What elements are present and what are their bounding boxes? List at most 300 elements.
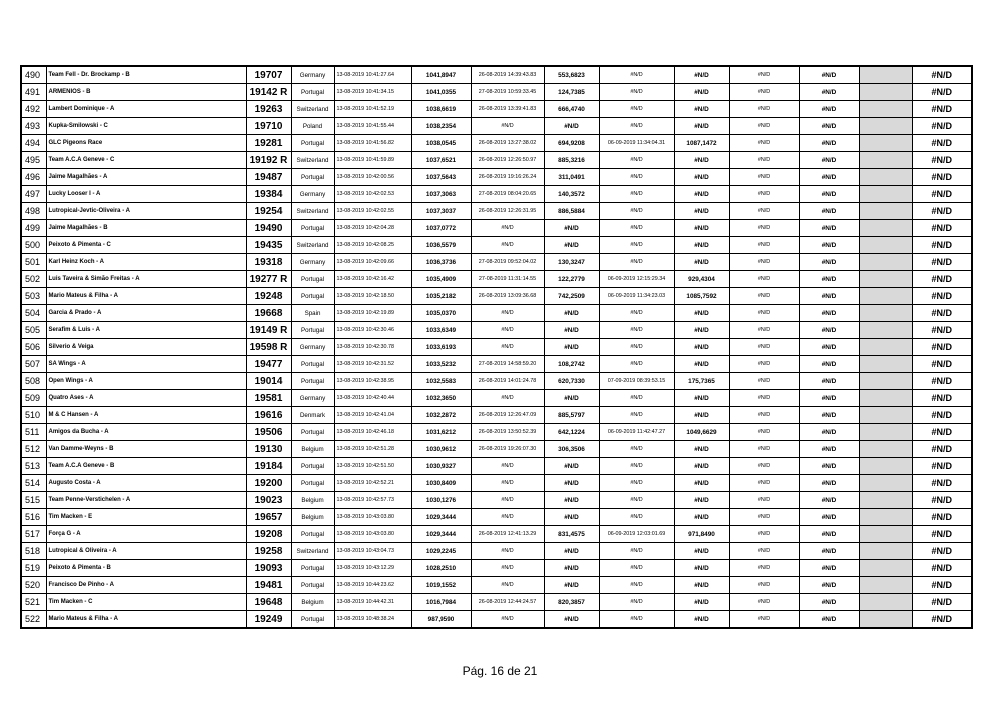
- arrival-time-2-cell: #N/D: [471, 577, 544, 594]
- arrival-time-cell: 13-08-2019 10:42:31.52: [334, 356, 411, 373]
- arrival-time-cell: 13-08-2019 10:42:57.73: [334, 492, 411, 509]
- country-cell: Portugal: [291, 373, 334, 390]
- arrival-time-2-cell: 27-08-2019 09:52:04.02: [471, 254, 544, 271]
- ring-number-cell: 19130: [246, 441, 291, 458]
- table-row: [21, 526, 972, 543]
- arrival-time-4-cell: #N/D: [729, 254, 799, 271]
- team-name-cell: Quatro Ases - A: [46, 390, 246, 407]
- arrival-time-cell: 13-08-2019 10:43:03.80: [334, 509, 411, 526]
- table-row: [21, 577, 972, 594]
- ring-number-cell: 19263: [246, 101, 291, 118]
- arrival-time-cell: 13-08-2019 10:42:08.25: [334, 237, 411, 254]
- speed-2-cell: 311,0491: [544, 169, 599, 186]
- rank-cell: 491: [21, 84, 46, 101]
- arrival-time-2-cell: 26-08-2019 12:44:24.57: [471, 594, 544, 611]
- arrival-time-3-cell: 06-09-2019 11:42:47.27: [599, 424, 674, 441]
- speed-4-cell: #N/D: [799, 254, 859, 271]
- arrival-time-2-cell: #N/D: [471, 492, 544, 509]
- table-row: [21, 492, 972, 509]
- rank-cell: 502: [21, 271, 46, 288]
- arrival-time-3-cell: 06-09-2019 11:34:04.31: [599, 135, 674, 152]
- speed-4-cell: #N/D: [799, 186, 859, 203]
- speed-cell: 987,9590: [411, 611, 471, 629]
- rank-cell: 521: [21, 594, 46, 611]
- ring-number-cell: 19142 R: [246, 84, 291, 101]
- table-row: [21, 203, 972, 220]
- team-name-cell: Van Damme-Weyns - B: [46, 441, 246, 458]
- speed-cell: 1033,6349: [411, 322, 471, 339]
- arrival-time-4-cell: #N/D: [729, 118, 799, 135]
- speed-2-cell: 820,3857: [544, 594, 599, 611]
- shaded-cell: [859, 339, 912, 356]
- arrival-time-2-cell: #N/D: [471, 475, 544, 492]
- table-row: [21, 288, 972, 305]
- shaded-cell: [859, 441, 912, 458]
- result-cell: #N/D: [912, 271, 972, 288]
- table-row: [21, 271, 972, 288]
- arrival-time-3-cell: #N/D: [599, 577, 674, 594]
- speed-2-cell: 108,2742: [544, 356, 599, 373]
- country-cell: Germany: [291, 390, 334, 407]
- speed-3-cell: 1049,6629: [674, 424, 729, 441]
- arrival-time-4-cell: #N/D: [729, 169, 799, 186]
- speed-2-cell: 666,4740: [544, 101, 599, 118]
- arrival-time-4-cell: #N/D: [729, 509, 799, 526]
- rank-cell: 510: [21, 407, 46, 424]
- arrival-time-cell: 13-08-2019 10:41:56.82: [334, 135, 411, 152]
- speed-2-cell: #N/D: [544, 322, 599, 339]
- ring-number-cell: 19581: [246, 390, 291, 407]
- ring-number-cell: 19707: [246, 66, 291, 84]
- speed-3-cell: #N/D: [674, 509, 729, 526]
- country-cell: Belgium: [291, 509, 334, 526]
- rank-cell: 518: [21, 543, 46, 560]
- result-cell: #N/D: [912, 66, 972, 84]
- speed-2-cell: 742,2509: [544, 288, 599, 305]
- team-name-cell: ARMENIOS - B: [46, 84, 246, 101]
- speed-3-cell: #N/D: [674, 441, 729, 458]
- country-cell: Portugal: [291, 322, 334, 339]
- country-cell: Portugal: [291, 84, 334, 101]
- speed-2-cell: #N/D: [544, 509, 599, 526]
- shaded-cell: [859, 66, 912, 84]
- ring-number-cell: 19490: [246, 220, 291, 237]
- arrival-time-cell: 13-08-2019 10:42:40.44: [334, 390, 411, 407]
- speed-4-cell: #N/D: [799, 118, 859, 135]
- speed-2-cell: 886,5884: [544, 203, 599, 220]
- team-name-cell: Luis Taveira & Simão Freitas - A: [46, 271, 246, 288]
- rank-cell: 506: [21, 339, 46, 356]
- result-cell: #N/D: [912, 254, 972, 271]
- arrival-time-cell: 13-08-2019 10:42:00.56: [334, 169, 411, 186]
- shaded-cell: [859, 254, 912, 271]
- ring-number-cell: 19435: [246, 237, 291, 254]
- shaded-cell: [859, 305, 912, 322]
- arrival-time-2-cell: 26-08-2019 13:27:38.02: [471, 135, 544, 152]
- arrival-time-cell: 13-08-2019 10:42:09.66: [334, 254, 411, 271]
- speed-4-cell: #N/D: [799, 288, 859, 305]
- speed-2-cell: #N/D: [544, 492, 599, 509]
- rank-cell: 516: [21, 509, 46, 526]
- team-name-cell: SA Wings - A: [46, 356, 246, 373]
- speed-2-cell: 885,3216: [544, 152, 599, 169]
- country-cell: Portugal: [291, 288, 334, 305]
- speed-cell: 1041,0355: [411, 84, 471, 101]
- team-name-cell: Jaime Magalhães - B: [46, 220, 246, 237]
- arrival-time-3-cell: #N/D: [599, 611, 674, 629]
- speed-4-cell: #N/D: [799, 220, 859, 237]
- speed-3-cell: #N/D: [674, 543, 729, 560]
- speed-cell: 1041,8947: [411, 66, 471, 84]
- result-cell: #N/D: [912, 543, 972, 560]
- speed-4-cell: #N/D: [799, 390, 859, 407]
- result-cell: #N/D: [912, 356, 972, 373]
- arrival-time-2-cell: 26-08-2019 13:09:36.68: [471, 288, 544, 305]
- arrival-time-4-cell: #N/D: [729, 594, 799, 611]
- arrival-time-4-cell: #N/D: [729, 101, 799, 118]
- country-cell: Portugal: [291, 424, 334, 441]
- result-cell: #N/D: [912, 101, 972, 118]
- ring-number-cell: 19668: [246, 305, 291, 322]
- country-cell: Spain: [291, 305, 334, 322]
- arrival-time-4-cell: #N/D: [729, 220, 799, 237]
- shaded-cell: [859, 594, 912, 611]
- speed-4-cell: #N/D: [799, 84, 859, 101]
- arrival-time-3-cell: 07-09-2019 08:39:53.15: [599, 373, 674, 390]
- arrival-time-cell: 13-08-2019 10:42:04.28: [334, 220, 411, 237]
- speed-3-cell: #N/D: [674, 390, 729, 407]
- country-cell: Portugal: [291, 611, 334, 629]
- team-name-cell: Peixoto & Pimenta - B: [46, 560, 246, 577]
- shaded-cell: [859, 526, 912, 543]
- team-name-cell: Tim Macken - E: [46, 509, 246, 526]
- arrival-time-cell: 13-08-2019 10:42:38.95: [334, 373, 411, 390]
- ring-number-cell: 19710: [246, 118, 291, 135]
- speed-3-cell: 929,4304: [674, 271, 729, 288]
- speed-4-cell: #N/D: [799, 237, 859, 254]
- arrival-time-2-cell: 27-08-2019 08:04:20.65: [471, 186, 544, 203]
- rank-cell: 508: [21, 373, 46, 390]
- arrival-time-3-cell: #N/D: [599, 203, 674, 220]
- speed-3-cell: 1087,1472: [674, 135, 729, 152]
- rank-cell: 511: [21, 424, 46, 441]
- speed-3-cell: #N/D: [674, 152, 729, 169]
- speed-4-cell: #N/D: [799, 458, 859, 475]
- table-row: [21, 475, 972, 492]
- rank-cell: 499: [21, 220, 46, 237]
- rank-cell: 501: [21, 254, 46, 271]
- speed-3-cell: #N/D: [674, 186, 729, 203]
- ring-number-cell: 19598 R: [246, 339, 291, 356]
- speed-3-cell: #N/D: [674, 66, 729, 84]
- speed-3-cell: #N/D: [674, 118, 729, 135]
- team-name-cell: Karl Heinz Koch - A: [46, 254, 246, 271]
- arrival-time-2-cell: #N/D: [471, 509, 544, 526]
- team-name-cell: Open Wings - A: [46, 373, 246, 390]
- team-name-cell: Força G - A: [46, 526, 246, 543]
- team-name-cell: Lutropical & Oliveira - A: [46, 543, 246, 560]
- rank-cell: 522: [21, 611, 46, 629]
- speed-3-cell: #N/D: [674, 101, 729, 118]
- arrival-time-4-cell: #N/D: [729, 66, 799, 84]
- arrival-time-2-cell: 27-08-2019 11:31:14.55: [471, 271, 544, 288]
- country-cell: Portugal: [291, 560, 334, 577]
- shaded-cell: [859, 424, 912, 441]
- country-cell: Switzerland: [291, 237, 334, 254]
- arrival-time-2-cell: 27-08-2019 14:58:59.20: [471, 356, 544, 373]
- team-name-cell: Lutropical-Jevtic-Oliveira - A: [46, 203, 246, 220]
- arrival-time-cell: 13-08-2019 10:42:02.55: [334, 203, 411, 220]
- result-cell: #N/D: [912, 577, 972, 594]
- team-name-cell: Serafim & Luis - A: [46, 322, 246, 339]
- table-row: [21, 611, 972, 629]
- arrival-time-cell: 13-08-2019 10:41:55.44: [334, 118, 411, 135]
- arrival-time-2-cell: 26-08-2019 19:16:26.24: [471, 169, 544, 186]
- result-cell: #N/D: [912, 152, 972, 169]
- speed-3-cell: #N/D: [674, 475, 729, 492]
- shaded-cell: [859, 373, 912, 390]
- speed-cell: 1037,0772: [411, 220, 471, 237]
- ring-number-cell: 19506: [246, 424, 291, 441]
- arrival-time-cell: 13-08-2019 10:42:41.04: [334, 407, 411, 424]
- arrival-time-cell: 13-08-2019 10:42:52.21: [334, 475, 411, 492]
- result-cell: #N/D: [912, 220, 972, 237]
- table-row: [21, 254, 972, 271]
- shaded-cell: [859, 356, 912, 373]
- arrival-time-3-cell: #N/D: [599, 458, 674, 475]
- ring-number-cell: 19384: [246, 186, 291, 203]
- country-cell: Portugal: [291, 458, 334, 475]
- table-row: [21, 237, 972, 254]
- shaded-cell: [859, 220, 912, 237]
- rank-cell: 497: [21, 186, 46, 203]
- results-table-container: [20, 65, 971, 629]
- ring-number-cell: 19616: [246, 407, 291, 424]
- result-cell: #N/D: [912, 594, 972, 611]
- table-row: [21, 220, 972, 237]
- speed-cell: 1032,5583: [411, 373, 471, 390]
- rank-cell: 498: [21, 203, 46, 220]
- country-cell: Portugal: [291, 169, 334, 186]
- arrival-time-cell: 13-08-2019 10:44:42.31: [334, 594, 411, 611]
- speed-cell: 1035,2182: [411, 288, 471, 305]
- country-cell: Portugal: [291, 577, 334, 594]
- speed-4-cell: #N/D: [799, 373, 859, 390]
- team-name-cell: Peixoto & Pimenta - C: [46, 237, 246, 254]
- arrival-time-cell: 13-08-2019 10:42:18.50: [334, 288, 411, 305]
- arrival-time-cell: 13-08-2019 10:41:34.15: [334, 84, 411, 101]
- arrival-time-4-cell: #N/D: [729, 237, 799, 254]
- speed-3-cell: #N/D: [674, 407, 729, 424]
- arrival-time-cell: 13-08-2019 10:41:27.64: [334, 66, 411, 84]
- speed-3-cell: 1085,7592: [674, 288, 729, 305]
- speed-cell: 1035,0370: [411, 305, 471, 322]
- arrival-time-2-cell: 26-08-2019 12:26:50.97: [471, 152, 544, 169]
- arrival-time-2-cell: 26-08-2019 19:26:07.30: [471, 441, 544, 458]
- arrival-time-3-cell: #N/D: [599, 152, 674, 169]
- arrival-time-3-cell: #N/D: [599, 509, 674, 526]
- speed-cell: 1032,2872: [411, 407, 471, 424]
- shaded-cell: [859, 577, 912, 594]
- country-cell: Germany: [291, 66, 334, 84]
- speed-cell: 1037,5643: [411, 169, 471, 186]
- arrival-time-cell: 13-08-2019 10:44:23.62: [334, 577, 411, 594]
- rank-cell: 490: [21, 66, 46, 84]
- shaded-cell: [859, 84, 912, 101]
- speed-cell: 1038,6619: [411, 101, 471, 118]
- arrival-time-3-cell: #N/D: [599, 441, 674, 458]
- speed-2-cell: 130,3247: [544, 254, 599, 271]
- shaded-cell: [859, 152, 912, 169]
- arrival-time-4-cell: #N/D: [729, 135, 799, 152]
- team-name-cell: Tim Macken - C: [46, 594, 246, 611]
- speed-2-cell: 124,7385: [544, 84, 599, 101]
- rank-cell: 515: [21, 492, 46, 509]
- rank-cell: 494: [21, 135, 46, 152]
- arrival-time-3-cell: #N/D: [599, 322, 674, 339]
- arrival-time-2-cell: 26-08-2019 12:26:47.09: [471, 407, 544, 424]
- speed-2-cell: #N/D: [544, 237, 599, 254]
- speed-2-cell: #N/D: [544, 475, 599, 492]
- shaded-cell: [859, 475, 912, 492]
- country-cell: Switzerland: [291, 152, 334, 169]
- speed-cell: 1037,3063: [411, 186, 471, 203]
- team-name-cell: Team Fell - Dr. Brockamp - B: [46, 66, 246, 84]
- table-row: [21, 373, 972, 390]
- speed-3-cell: #N/D: [674, 594, 729, 611]
- table-row: [21, 322, 972, 339]
- arrival-time-3-cell: 06-09-2019 11:34:23.03: [599, 288, 674, 305]
- result-cell: #N/D: [912, 135, 972, 152]
- page-number: Pág. 16 de 21: [462, 664, 538, 678]
- rank-cell: 512: [21, 441, 46, 458]
- speed-3-cell: #N/D: [674, 203, 729, 220]
- result-cell: #N/D: [912, 288, 972, 305]
- speed-cell: 1031,6212: [411, 424, 471, 441]
- country-cell: Switzerland: [291, 203, 334, 220]
- team-name-cell: Mario Mateus & Filha - A: [46, 288, 246, 305]
- table-row: [21, 560, 972, 577]
- speed-3-cell: #N/D: [674, 322, 729, 339]
- rank-cell: 519: [21, 560, 46, 577]
- table-row: [21, 509, 972, 526]
- arrival-time-2-cell: 26-08-2019 12:26:31.95: [471, 203, 544, 220]
- team-name-cell: Team A.C.A Geneve - B: [46, 458, 246, 475]
- arrival-time-3-cell: #N/D: [599, 390, 674, 407]
- country-cell: Portugal: [291, 526, 334, 543]
- shaded-cell: [859, 118, 912, 135]
- rank-cell: 513: [21, 458, 46, 475]
- table-row: [21, 66, 972, 84]
- shaded-cell: [859, 543, 912, 560]
- speed-3-cell: #N/D: [674, 339, 729, 356]
- arrival-time-2-cell: #N/D: [471, 611, 544, 629]
- result-cell: #N/D: [912, 203, 972, 220]
- team-name-cell: M & C Hansen - A: [46, 407, 246, 424]
- arrival-time-2-cell: 27-08-2019 10:59:33.45: [471, 84, 544, 101]
- arrival-time-4-cell: #N/D: [729, 288, 799, 305]
- team-name-cell: Jaime Magalhães - A: [46, 169, 246, 186]
- table-row: [21, 458, 972, 475]
- table-row: [21, 152, 972, 169]
- arrival-time-cell: 13-08-2019 10:41:52.19: [334, 101, 411, 118]
- team-name-cell: Francisco De Pinho - A: [46, 577, 246, 594]
- result-cell: #N/D: [912, 509, 972, 526]
- speed-3-cell: 175,7365: [674, 373, 729, 390]
- speed-cell: 1038,0545: [411, 135, 471, 152]
- speed-4-cell: #N/D: [799, 492, 859, 509]
- arrival-time-4-cell: #N/D: [729, 152, 799, 169]
- speed-cell: 1029,2245: [411, 543, 471, 560]
- ring-number-cell: 19657: [246, 509, 291, 526]
- speed-2-cell: 694,9208: [544, 135, 599, 152]
- arrival-time-3-cell: #N/D: [599, 475, 674, 492]
- country-cell: Poland: [291, 118, 334, 135]
- arrival-time-cell: 13-08-2019 10:48:38.24: [334, 611, 411, 629]
- ring-number-cell: 19192 R: [246, 152, 291, 169]
- arrival-time-4-cell: #N/D: [729, 84, 799, 101]
- ring-number-cell: 19023: [246, 492, 291, 509]
- speed-4-cell: #N/D: [799, 152, 859, 169]
- result-cell: #N/D: [912, 526, 972, 543]
- speed-3-cell: 971,8490: [674, 526, 729, 543]
- speed-4-cell: #N/D: [799, 594, 859, 611]
- speed-3-cell: #N/D: [674, 254, 729, 271]
- ring-number-cell: 19481: [246, 577, 291, 594]
- table-row: [21, 135, 972, 152]
- speed-cell: 1019,1552: [411, 577, 471, 594]
- speed-cell: 1036,5579: [411, 237, 471, 254]
- arrival-time-2-cell: #N/D: [471, 458, 544, 475]
- speed-4-cell: #N/D: [799, 560, 859, 577]
- speed-cell: 1032,3650: [411, 390, 471, 407]
- speed-4-cell: #N/D: [799, 322, 859, 339]
- country-cell: Portugal: [291, 356, 334, 373]
- arrival-time-3-cell: #N/D: [599, 560, 674, 577]
- rank-cell: 503: [21, 288, 46, 305]
- table-row: [21, 84, 972, 101]
- speed-cell: 1033,5232: [411, 356, 471, 373]
- speed-4-cell: #N/D: [799, 203, 859, 220]
- arrival-time-cell: 13-08-2019 10:42:16.42: [334, 271, 411, 288]
- shaded-cell: [859, 186, 912, 203]
- table-row: [21, 186, 972, 203]
- shaded-cell: [859, 509, 912, 526]
- speed-cell: 1037,6521: [411, 152, 471, 169]
- shaded-cell: [859, 458, 912, 475]
- speed-cell: 1029,3444: [411, 509, 471, 526]
- arrival-time-cell: 13-08-2019 10:42:51.28: [334, 441, 411, 458]
- speed-4-cell: #N/D: [799, 424, 859, 441]
- table-row: [21, 101, 972, 118]
- arrival-time-4-cell: #N/D: [729, 577, 799, 594]
- table-row: [21, 441, 972, 458]
- arrival-time-4-cell: #N/D: [729, 611, 799, 629]
- speed-4-cell: #N/D: [799, 441, 859, 458]
- rank-cell: 509: [21, 390, 46, 407]
- country-cell: Switzerland: [291, 101, 334, 118]
- arrival-time-cell: 13-08-2019 10:43:04.73: [334, 543, 411, 560]
- arrival-time-cell: 13-08-2019 10:42:30.46: [334, 322, 411, 339]
- speed-4-cell: #N/D: [799, 66, 859, 84]
- ring-number-cell: 19318: [246, 254, 291, 271]
- arrival-time-3-cell: 06-09-2019 12:03:01.69: [599, 526, 674, 543]
- ring-number-cell: 19648: [246, 594, 291, 611]
- arrival-time-3-cell: #N/D: [599, 594, 674, 611]
- speed-3-cell: #N/D: [674, 305, 729, 322]
- team-name-cell: Lambert Dominique - A: [46, 101, 246, 118]
- speed-4-cell: #N/D: [799, 169, 859, 186]
